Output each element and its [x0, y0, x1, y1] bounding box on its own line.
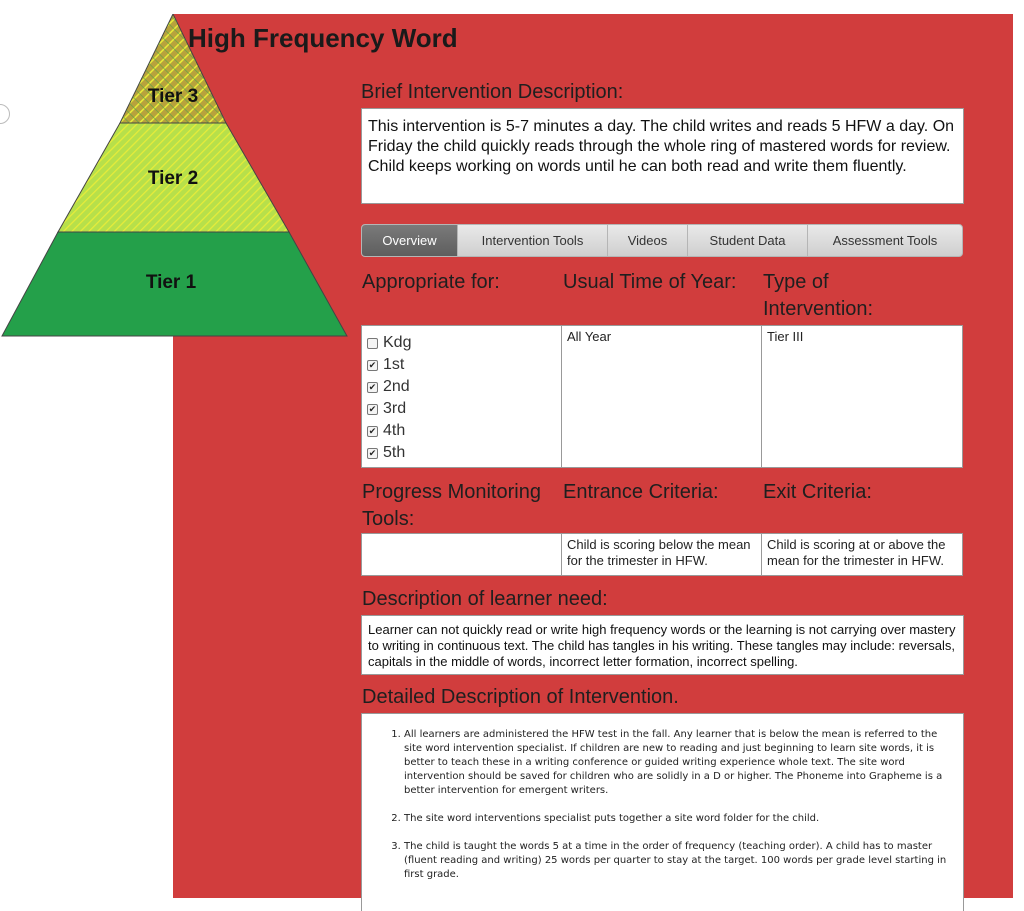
tier-1-label: Tier 1 [145, 272, 197, 293]
type-of-intervention-heading: Type of Intervention: [763, 271, 874, 320]
entrance-criteria-cell: Child is scoring below the mean for the trimester in HFW. [562, 534, 762, 575]
list-item: 1. All learners are administered the HFW test in the fall. Any learner that is below the mean is referred to the site word intervention specialist. If children are new to reading and just beginning to learn site words, it is better to teach these in a writing conference or guided writing experience whole text. The site word intervention should be saved for children who are solidly in a D or higher. The Phoneme into Grapheme is a better intervention for emergent writers. [404, 728, 955, 798]
list-item: 2. The site word interventions specialist puts together a site word folder for the child. [404, 812, 955, 826]
grade-2nd[interactable]: ✔ 2nd [368, 378, 410, 395]
checkbox-checked-icon[interactable]: ✔ [368, 425, 377, 436]
tab-bar [361, 224, 963, 257]
detail-list [368, 728, 955, 882]
brief-description-box: This intervention is 5-7 minutes a day. The child writes and reads 5 HFW a day. On Friday the child quickly reads through the whole ring of mastered words for review. Child keeps working on words until he can both read and write them fluently. [361, 108, 964, 204]
checkbox-checked-icon[interactable]: ✔ [368, 403, 377, 414]
list-item: 3. The child is taught the words 5 at a time in the order of frequency (teaching order). A child has to master (fluent reading and writing) 25 words per quarter to stay at the target. 100 words per grade level starting in first grade. [404, 840, 955, 882]
tier-2-label: Tier 2 [147, 168, 199, 189]
tab-intervention-tools[interactable]: Intervention Tools [458, 225, 608, 256]
grade-1st[interactable]: ✔ 1st [368, 356, 405, 373]
exit-criteria-heading: Exit Criteria: [763, 481, 872, 503]
page-title: High Frequency Word [188, 23, 458, 53]
learner-need-label: Description of learner need: [362, 588, 608, 610]
checkbox-icon[interactable] [367, 338, 378, 349]
tab-assessment-tools[interactable]: Assessment Tools [832, 233, 938, 248]
brief-description-label: Brief Intervention Description: [361, 81, 624, 103]
checkbox-checked-icon[interactable]: ✔ [368, 447, 377, 458]
appropriate-for-heading: Appropriate for: [362, 271, 500, 293]
grade-checklist [362, 326, 562, 467]
time-of-year-heading: Usual Time of Year: [563, 271, 737, 293]
exit-criteria-cell: Child is scoring at or above the mean for the trimester in HFW. [767, 537, 946, 568]
entrance-criteria-heading: Entrance Criteria: [563, 481, 719, 503]
progress-monitoring-heading: Progress Monitoring Tools: [362, 481, 541, 530]
learner-need-box: Learner can not quickly read or write high frequency words or the learning is not carrying over mastery to writing in continuous text. The child has tangles in his writing. These tangles may include: reversals, capitals in the middle of words, incorrect letter formation, incorrect spelling. [361, 615, 964, 675]
detailed-description-label: Detailed Description of Intervention. [362, 686, 679, 708]
overview-table [361, 325, 963, 468]
progress-tools-cell [362, 534, 562, 575]
tab-overview[interactable]: Overview [362, 225, 458, 256]
type-of-intervention-cell: Tier III [767, 329, 804, 344]
tab-videos[interactable]: Videos [608, 225, 688, 256]
grade-5th[interactable]: ✔ 5th [368, 444, 406, 461]
tier-pyramid [0, 14, 350, 339]
grade-kdg[interactable]: Kdg [367, 332, 556, 354]
criteria-table [361, 533, 963, 576]
time-of-year-cell: All Year [562, 326, 762, 467]
tier-3-label: Tier 3 [147, 86, 199, 107]
detailed-description-box[interactable] [361, 713, 964, 911]
checkbox-checked-icon[interactable]: ✔ [368, 359, 377, 370]
tab-student-data[interactable]: Student Data [688, 225, 808, 256]
grade-4th[interactable]: ✔ 4th [368, 422, 406, 439]
grade-3rd[interactable]: ✔ 3rd [368, 400, 407, 417]
checkbox-checked-icon[interactable]: ✔ [368, 381, 377, 392]
